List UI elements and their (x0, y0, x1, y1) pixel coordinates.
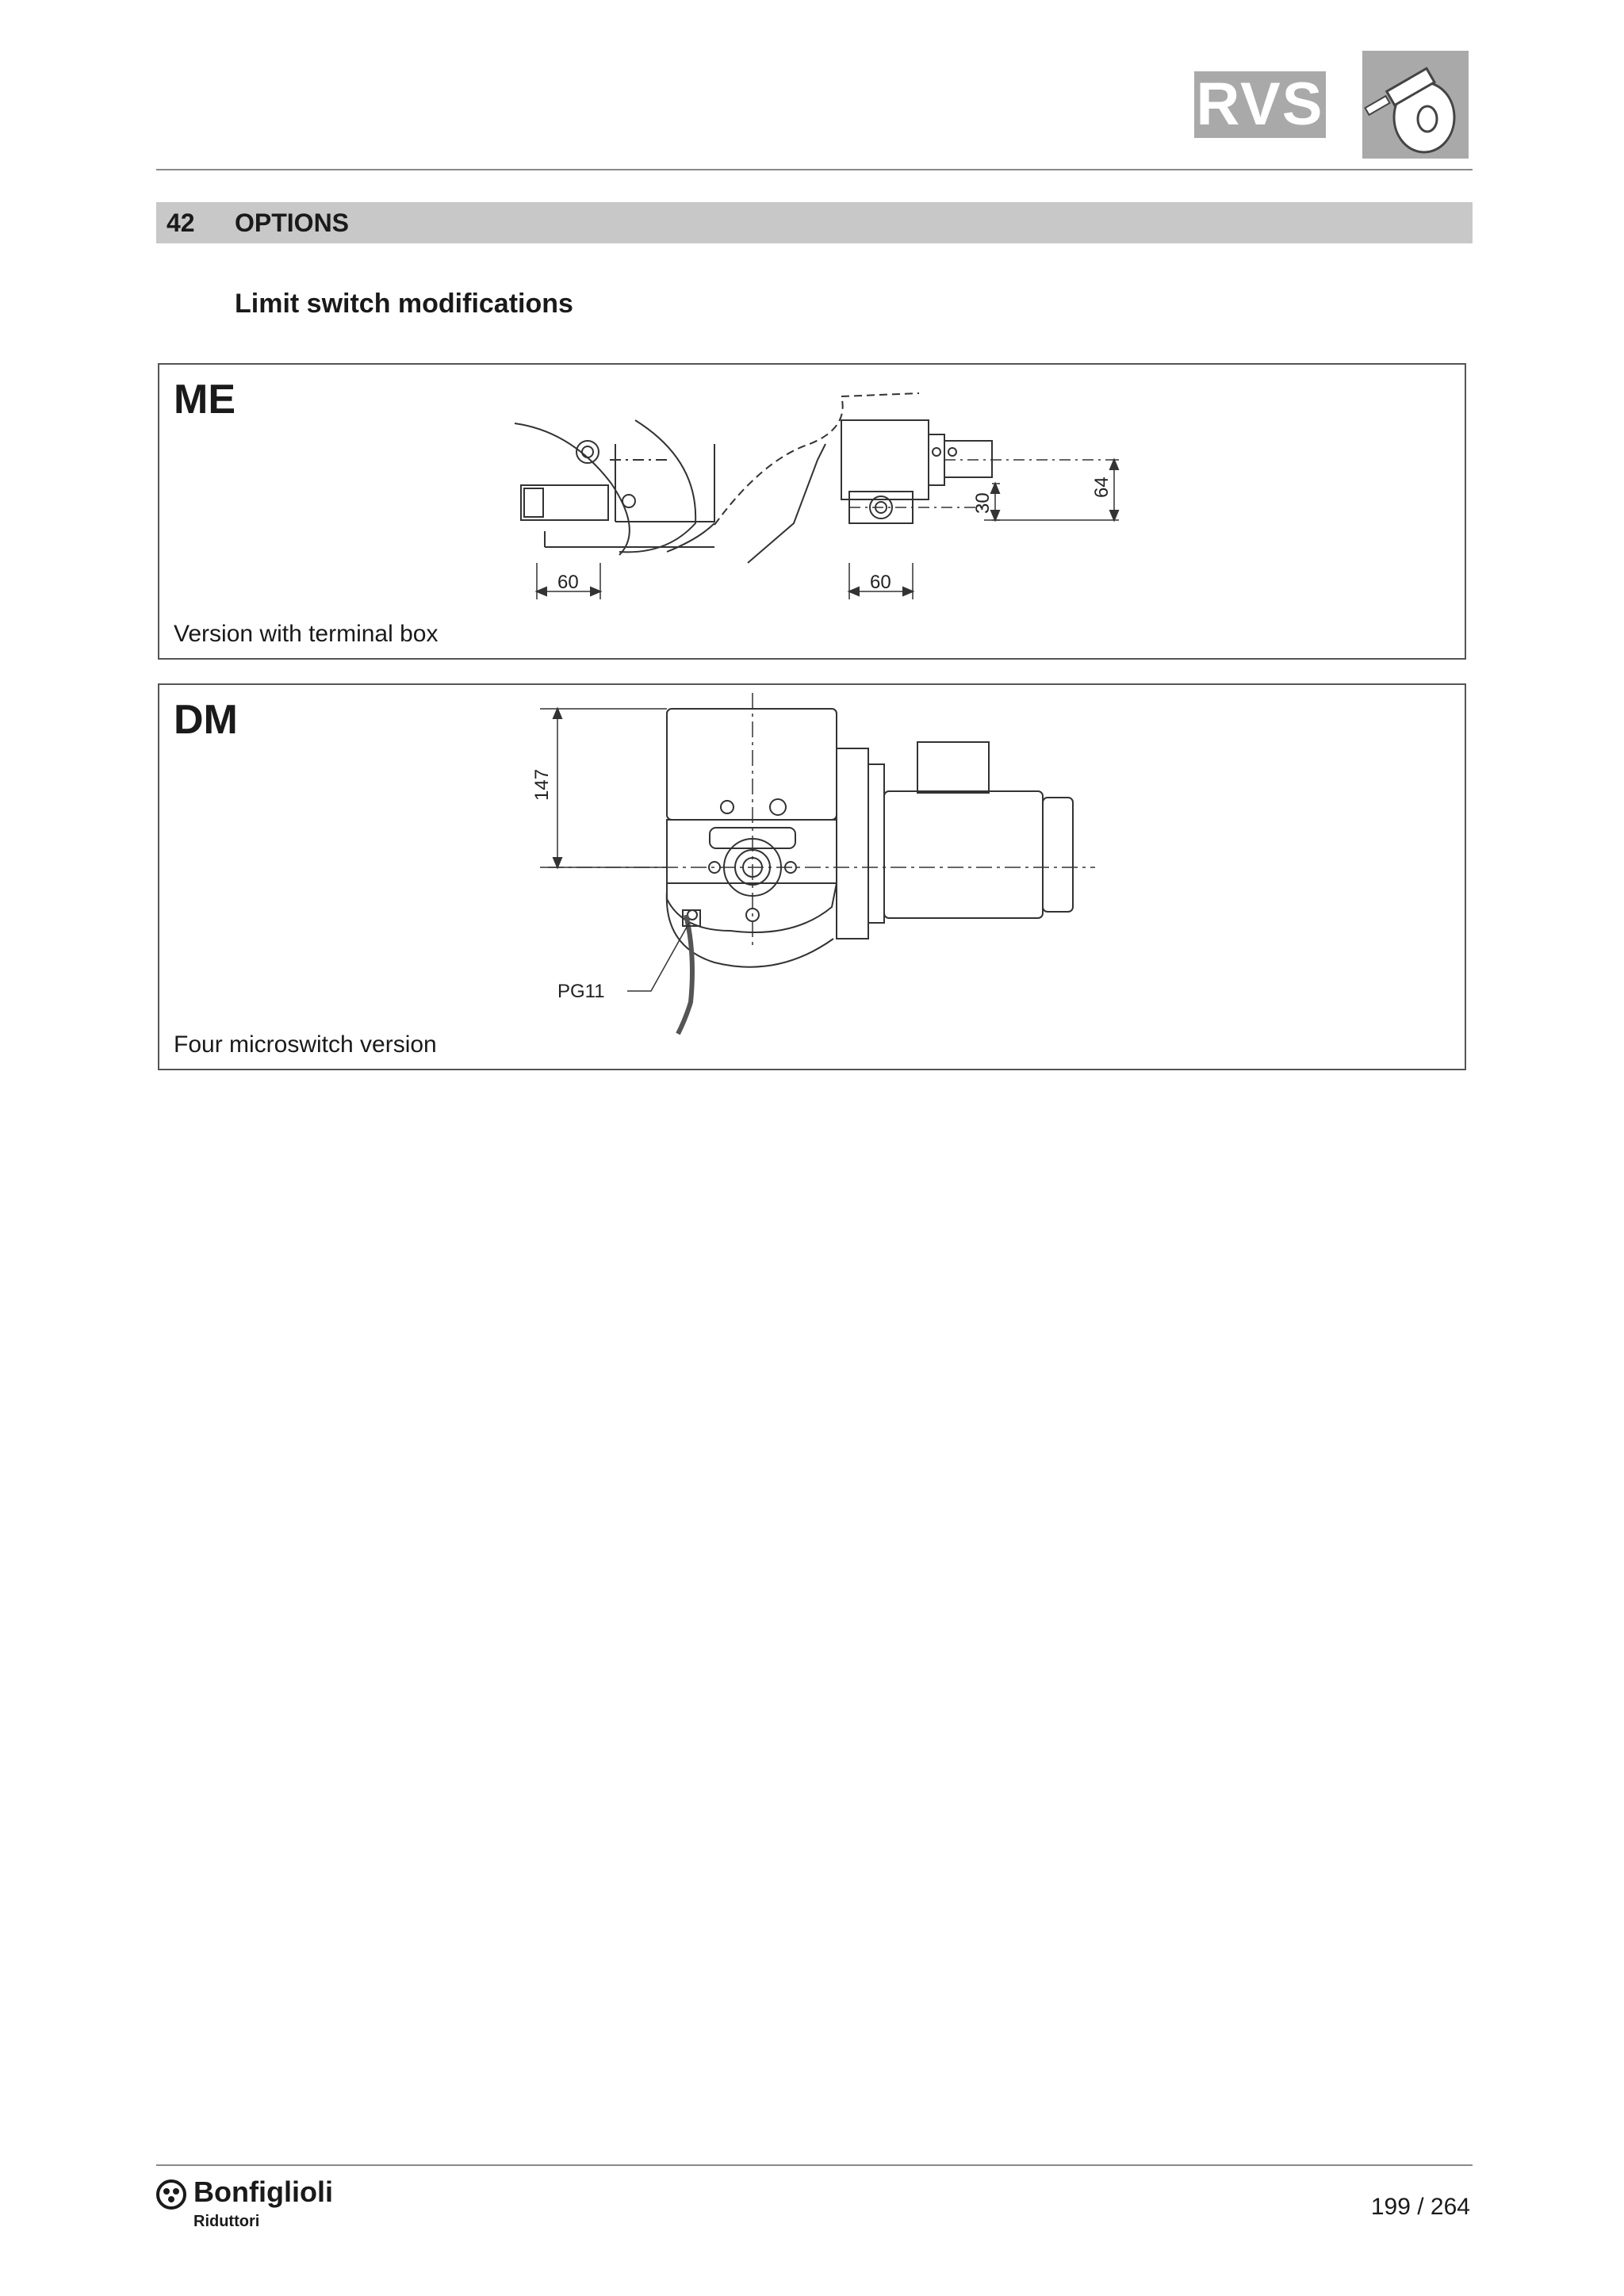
panel-caption: Four microswitch version (174, 1031, 437, 1058)
gearbox-thumbnail-icon (1362, 51, 1469, 159)
brand-subtitle: Riduttori (193, 2213, 260, 2230)
header-divider (156, 169, 1473, 170)
footer-divider (156, 2164, 1473, 2166)
dm-drawing (159, 685, 1465, 1069)
me-drawing (159, 365, 1465, 658)
panel-caption: Version with terminal box (174, 621, 439, 647)
dim-147: 147 (531, 768, 553, 801)
panel-dm (158, 683, 1466, 1070)
panel-me (158, 363, 1466, 660)
panel-code: DM (174, 697, 238, 743)
dim-60-right: 60 (870, 572, 891, 593)
section-number: 42 (167, 209, 195, 237)
bonfiglioli-logo-icon (155, 2179, 187, 2210)
subtitle: Limit switch modifications (235, 289, 573, 319)
brand-name: Bonfiglioli (193, 2175, 333, 2208)
section-title: OPTIONS (235, 209, 350, 237)
product-code-badge: RVS (1194, 71, 1326, 138)
dim-60-left: 60 (557, 572, 579, 593)
dim-64: 64 (1091, 476, 1113, 498)
panel-code: ME (174, 377, 236, 423)
pg11-label: PG11 (557, 981, 605, 1002)
dim-30: 30 (972, 492, 994, 514)
page-number: 199 / 264 (1370, 2194, 1470, 2220)
section-bar (156, 202, 1473, 243)
